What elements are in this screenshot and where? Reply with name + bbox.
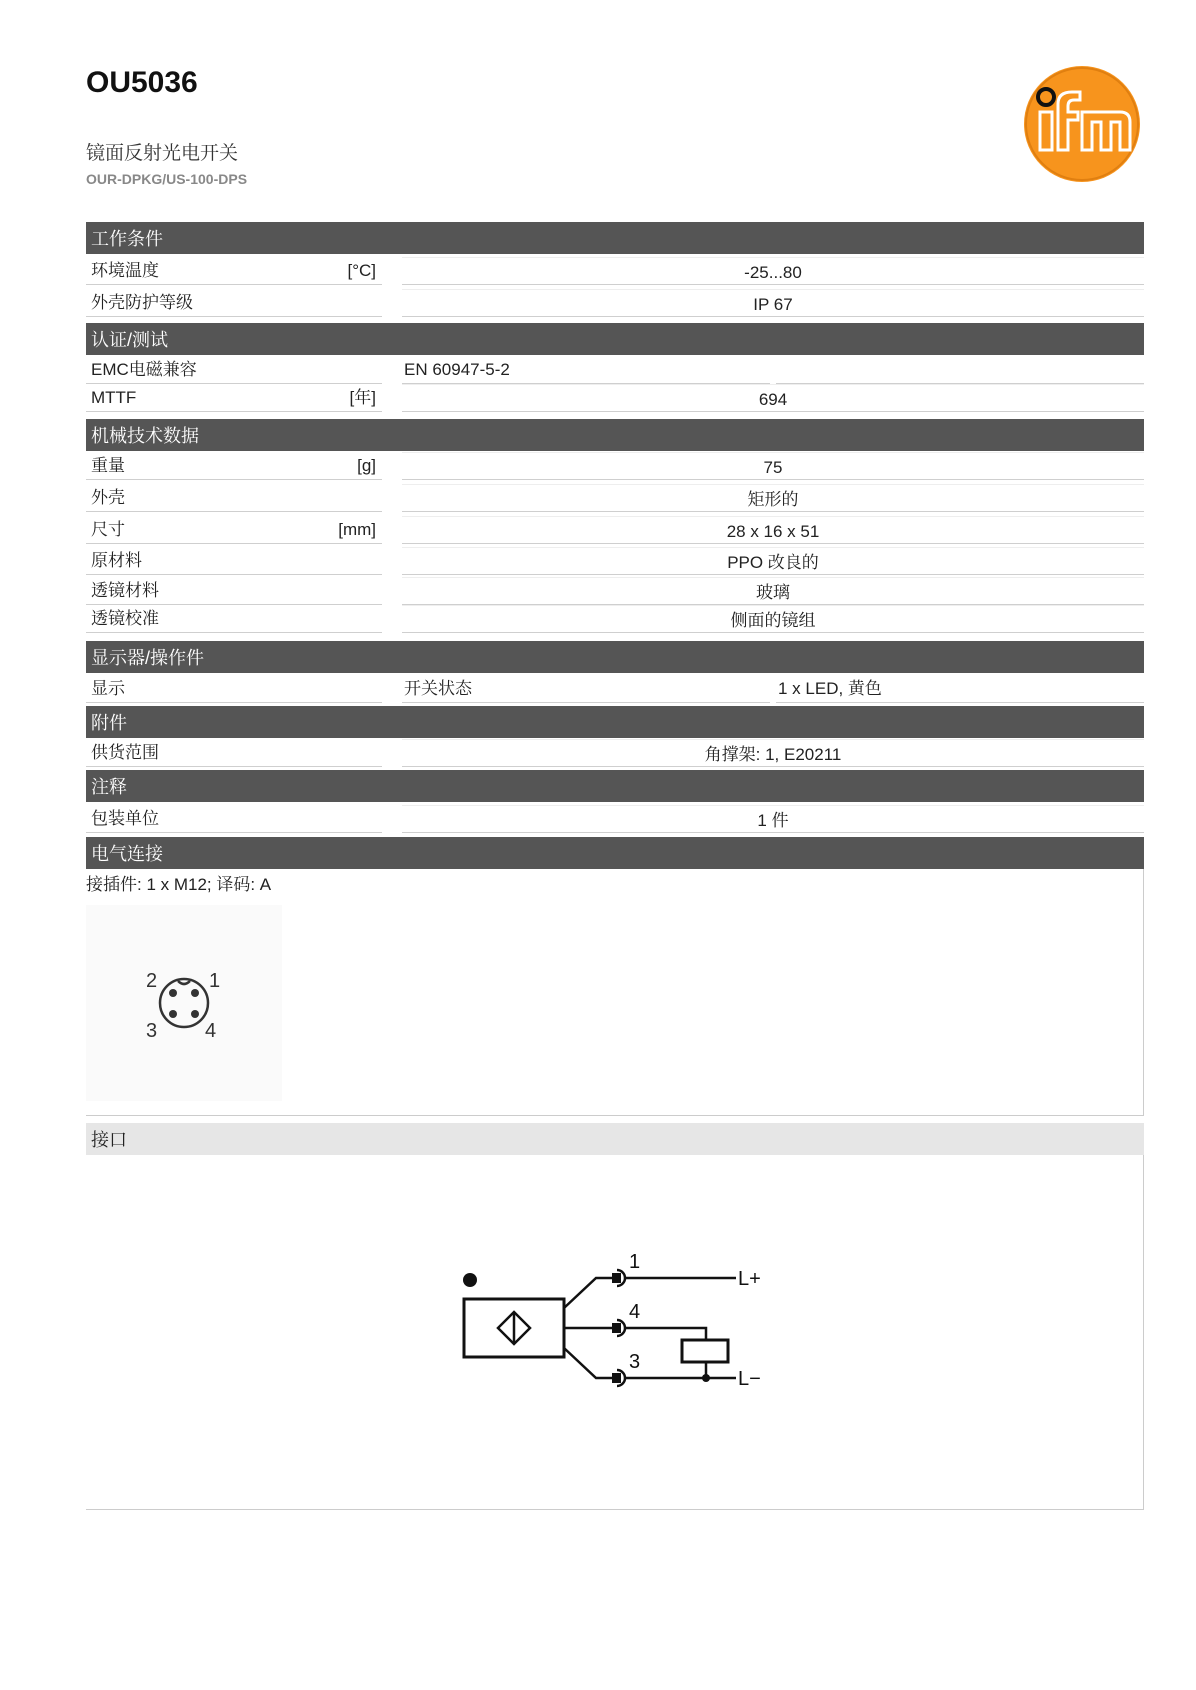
row-value: 侧面的镜组 — [402, 605, 1144, 633]
section-accessories: 附件 — [86, 706, 1144, 738]
pin-label: 2 — [146, 970, 158, 992]
row-label: 重量 [g] — [86, 452, 382, 480]
page-title: OU5036 — [86, 66, 198, 99]
section-approvals: 认证/测试 — [86, 323, 1144, 355]
row-value: 28 x 16 x 51 — [402, 516, 1144, 544]
row-weight — [86, 452, 1144, 482]
pin-label: 1 — [209, 970, 221, 992]
row-label: 显示 — [86, 675, 382, 703]
row-label: 供货范围 — [86, 739, 382, 767]
section-operating: 工作条件 — [86, 222, 1144, 254]
row-value-extra: 1 x LED, 黄色 — [776, 675, 1144, 703]
wire-pin-label: 3 — [629, 1351, 641, 1373]
product-subtitle: 镜面反射光电开关 — [86, 143, 239, 164]
row-material — [86, 547, 1144, 577]
row-unit: [年] — [349, 388, 376, 407]
connector-description: 接插件: 1 x M12; 译码: A — [86, 875, 272, 894]
row-label: 透镜校准 — [86, 605, 382, 633]
row-label: 外壳防护等级 — [86, 289, 382, 317]
product-code: OUR-DPKG/US-100-DPS — [86, 171, 248, 187]
row-packaging — [86, 805, 1144, 835]
row-value: 玻璃 — [402, 577, 1144, 605]
row-label: MTTF [年] — [86, 384, 382, 412]
row-value: 1 件 — [402, 805, 1144, 833]
row-lens-alignment — [86, 605, 1144, 635]
section-mechanical: 机械技术数据 — [86, 419, 1144, 451]
row-value: IP 67 — [402, 289, 1144, 317]
wire-signal-label: L+ — [738, 1268, 761, 1290]
row-scope-of-supply — [86, 739, 1144, 769]
section-display: 显示器/操作件 — [86, 641, 1144, 673]
row-value: 矩形的 — [402, 484, 1144, 512]
row-value: 开关状态 — [402, 675, 770, 703]
section-electrical: 电气连接 — [86, 837, 1144, 869]
row-ambient-temperature — [86, 257, 1144, 287]
wiring-diagram — [446, 1250, 776, 1400]
row-value: 75 — [402, 452, 1144, 480]
row-value: EN 60947-5-2 — [402, 356, 770, 384]
row-unit: [mm] — [338, 520, 376, 539]
row-label: 外壳 — [86, 484, 382, 512]
row-label: 透镜材料 — [86, 577, 382, 605]
section-notes: 注释 — [86, 770, 1144, 802]
row-housing — [86, 484, 1144, 514]
row-unit: [°C] — [347, 261, 376, 280]
row-value-extra — [776, 356, 1144, 384]
row-display — [86, 675, 1144, 705]
ifm-logo — [1022, 64, 1142, 184]
pin-label: 4 — [205, 1020, 217, 1042]
row-protection — [86, 289, 1144, 319]
row-lens-material — [86, 577, 1144, 607]
row-label: 包装单位 — [86, 805, 382, 833]
wire-pin-label: 1 — [629, 1251, 641, 1273]
m12-pinout — [86, 905, 282, 1101]
row-mttf — [86, 384, 1144, 414]
row-value: PPO 改良的 — [402, 547, 1144, 575]
row-unit: [g] — [357, 456, 376, 475]
section-interface: 接口 — [86, 1123, 1144, 1155]
row-value: -25...80 — [402, 257, 1144, 285]
wire-pin-label: 4 — [629, 1301, 641, 1323]
row-label: 尺寸 [mm] — [86, 516, 382, 544]
pin-label: 3 — [146, 1020, 158, 1042]
m12-connector-icon — [86, 905, 282, 1101]
row-value: 角撑架: 1, E20211 — [402, 739, 1144, 767]
row-emc — [86, 356, 1144, 386]
row-label: 原材料 — [86, 547, 382, 575]
row-dimensions — [86, 516, 1144, 546]
row-value: 694 — [402, 384, 1144, 412]
row-label: 环境温度 [°C] — [86, 257, 382, 285]
row-label: EMC电磁兼容 — [86, 356, 382, 384]
wire-signal-label: L− — [738, 1368, 761, 1390]
